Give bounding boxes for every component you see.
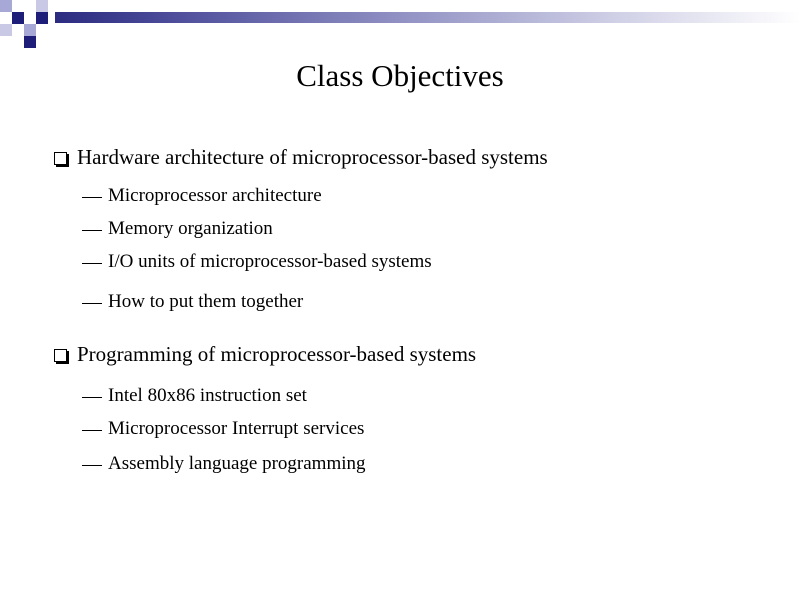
dash-icon [82,197,102,198]
decor-square [36,12,48,24]
sub-bullet-item [82,250,432,274]
sub-bullet-text: Assembly language programming [108,453,366,474]
sub-bullet-text: Microprocessor architecture [108,185,322,206]
sub-bullet-item [82,417,364,441]
sub-bullet-text: I/O units of microprocessor-based systems [108,251,432,272]
bullet-item [54,144,548,170]
decor-square [0,24,12,36]
decor-square [0,0,12,12]
checkbox-icon [54,152,67,165]
dash-icon [82,230,102,231]
dash-icon [82,465,102,466]
header-gradient-bar [55,12,800,23]
sub-bullet-item [82,217,273,241]
bullet-text: Programming of microprocessor-based systems [77,342,477,366]
bullet-item [54,341,476,367]
sub-bullet-text: Memory organization [108,218,273,239]
decor-square [12,12,24,24]
checkbox-icon [54,349,67,362]
sub-bullet-text: Microprocessor Interrupt services [108,418,365,439]
dash-icon [82,303,102,304]
decor-square [24,24,36,36]
dash-icon [82,263,102,264]
dash-icon [82,397,102,398]
sub-bullet-item [82,384,307,408]
sub-bullet-item [82,290,303,314]
sub-bullet-item [82,452,366,476]
sub-bullet-text: How to put them together [108,291,304,312]
sub-bullet-item [82,184,322,208]
sub-bullet-text: Intel 80x86 instruction set [108,385,307,406]
slide-title: Class Objectives [296,58,504,93]
decor-square [36,0,48,12]
decor-square [24,36,36,48]
dash-icon [82,430,102,431]
bullet-text: Hardware architecture of microprocessor-based systems [77,145,548,169]
